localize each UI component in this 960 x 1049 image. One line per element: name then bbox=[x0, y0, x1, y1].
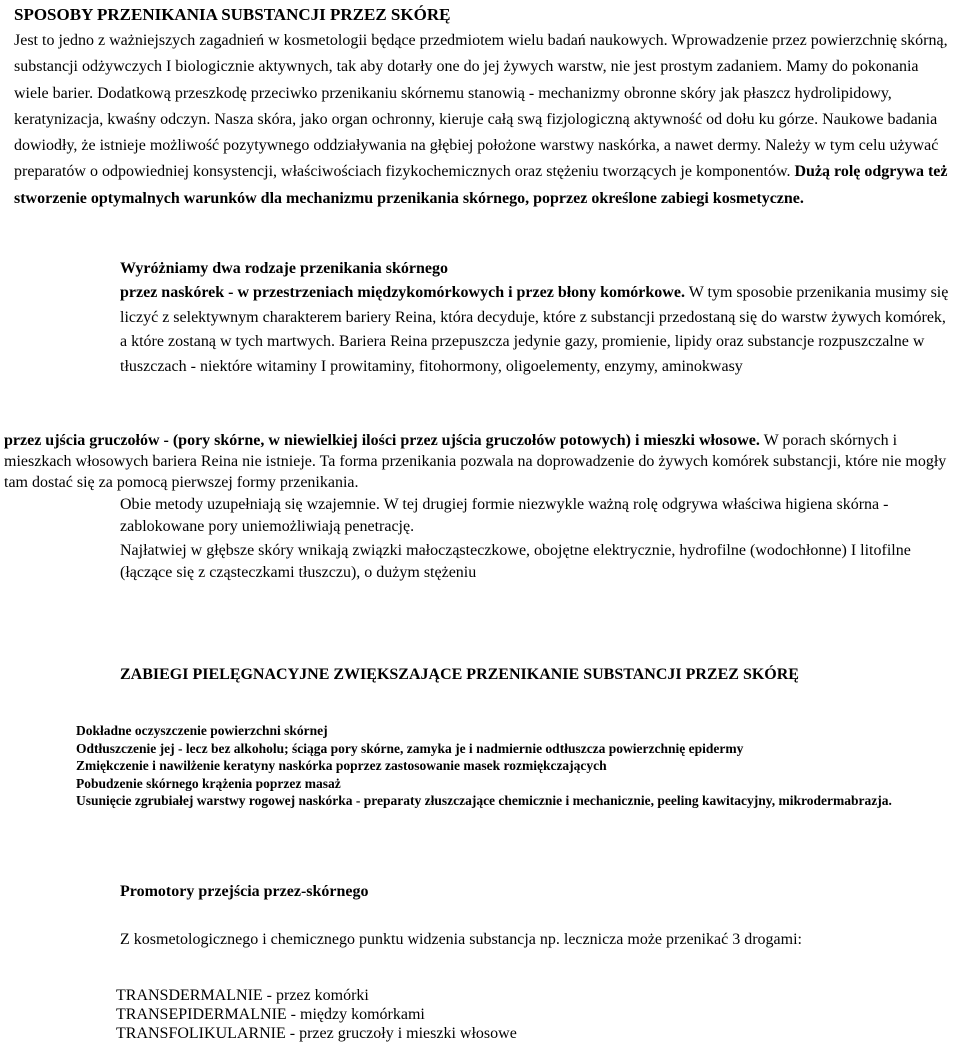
methods-paragraph-1: Obie metody uzupełniają się wzajemnie. W tej drugiej formie niezwykle ważną rolę odgrywa właściwa higiena skórna - zablokowane pory uniemożliwiają penetrację. bbox=[120, 496, 889, 535]
promoters-title: Promotory przejścia przez-skórnego bbox=[120, 883, 369, 900]
route-item-transepidermal: TRANSEPIDERMALNIE - między komórkami bbox=[116, 1006, 425, 1023]
epidermal-route-paragraph bbox=[120, 281, 950, 379]
route-item-transfollicular: TRANSFOLIKULARNIE - przez gruczoły i mieszki włosowe bbox=[116, 1025, 517, 1042]
methods-section bbox=[120, 494, 950, 584]
treatments-title: ZABIEGI PIELĘGNACYJNE ZWIĘKSZAJĄCE PRZENIKANIE SUBSTANCJI PRZEZ SKÓRĘ bbox=[120, 666, 799, 683]
intro-text: Jest to jedno z ważniejszych zagadnień w kosmetologii będące przedmiotem wielu badań naukowych. Wprowadzenie przez powierzchnię skórną, substancji odżywczych I biologicznie aktywnych, tak aby dotarły one do jej żywych warstw, nie jest prostym zadaniem. Mamy do pokonania wiele barier. Dodatkową przeszkodę przeciwko przenikaniu skórnemu stanowią - mechanizmy obronne skóry jak płaszcz hydrolipidowy, keratynizacja, kwaśny odczyn. Nasza skóra, jako organ ochronny, kieruje całą swą fizjologiczną aktywność od dołu ku górze. Naukowe badania dowiodły, że istnieje możliwość pozytywnego oddziaływania na głębiej położone warstwy naskórka, a nawet dermy. Należy w tym celu używać preparatów o odpowiedniej konsystencji, właściwościach fizykochemicznych oraz stężeniu tworzących je komponentów. bbox=[14, 32, 948, 181]
promoters-intro: Z kosmetologicznego i chemicznego punktu widzenia substancja np. lecznicza może przenikać 3 drogami: bbox=[120, 931, 802, 948]
document-title: SPOSOBY PRZENIKANIA SUBSTANCJI PRZEZ SKÓRĘ bbox=[14, 5, 451, 24]
treatment-item: Dokładne oczyszczenie powierzchni skórnej bbox=[76, 723, 328, 738]
routes-list bbox=[116, 986, 517, 1043]
epidermal-route-text: W tym sposobie przenikania musimy się liczyć z selektywnym charakterem bariery Reina, która decyduje, które z substancji przedostaną się do warstw żywych komórek, a które zostaną w tych martwych. Bariera Reina przepuszcza jedynie gazy, promienie, lipidy oraz substancje rozpuszczalne w tłuszczach - niektóre witaminy I prowitaminy, fitohormony, oligoelementy, enzymy, aminokwasy bbox=[120, 284, 949, 375]
penetration-types-section bbox=[120, 257, 950, 379]
intro-bold-text: Dużą rolę odgrywa też stworzenie optymalnych warunków dla mechanizmu przenikania skórnego, poprzez określone zabiegi kosmetyczne. bbox=[14, 163, 948, 207]
route-item-transdermal: TRANSDERMALNIE - przez komórki bbox=[116, 987, 369, 1004]
treatment-item: Zmiękczenie i nawilżenie keratyny naskórka poprzez zastosowanie masek rozmiękczających bbox=[76, 758, 607, 773]
treatments-list bbox=[76, 722, 956, 810]
methods-paragraph-2: Najłatwiej w głębsze skóry wnikają związki małocząsteczkowe, obojętne elektrycznie, hydrofilne (wodochłonne) I litofilne (łączące się z cząsteczkami tłuszczu), o dużym stężeniu bbox=[120, 542, 911, 581]
treatment-item: Odtłuszczenie jej - lecz bez alkoholu; ściąga pory skórne, zamyka je i nadmiernie odtłuszcza powierzchnię epidermy bbox=[76, 740, 744, 756]
gland-route-paragraph bbox=[4, 430, 954, 493]
penetration-types-heading: Wyróżniamy dwa rodzaje przenikania skórnego bbox=[120, 260, 448, 277]
gland-route-text: W porach skórnych i mieszkach włosowych bariera Reina nie istnieje. Ta forma przenikania pozwala na doprowadzenie do żywych komórek substancji, które nie mogły tam dostać się za pomocą pierwszej formy przenikania. bbox=[4, 432, 947, 491]
treatment-item: Usunięcie zgrubiałej warstwy rogowej naskórka - preparaty złuszczające chemicznie i mechanicznie, peeling kawitacyjny, mikrodermabrazja. bbox=[76, 793, 892, 808]
intro-paragraph bbox=[14, 28, 949, 212]
epidermal-route-bold: przez naskórek - w przestrzeniach międzykomórkowych i przez błony komórkowe. bbox=[120, 284, 685, 302]
treatment-item: Pobudzenie skórnego krążenia poprzez masaż bbox=[76, 775, 341, 791]
gland-route-bold: przez ujścia gruczołów - (pory skórne, w niewielkiej ilości przez ujścia gruczołów potowych) i mieszki włosowe. bbox=[4, 432, 760, 449]
